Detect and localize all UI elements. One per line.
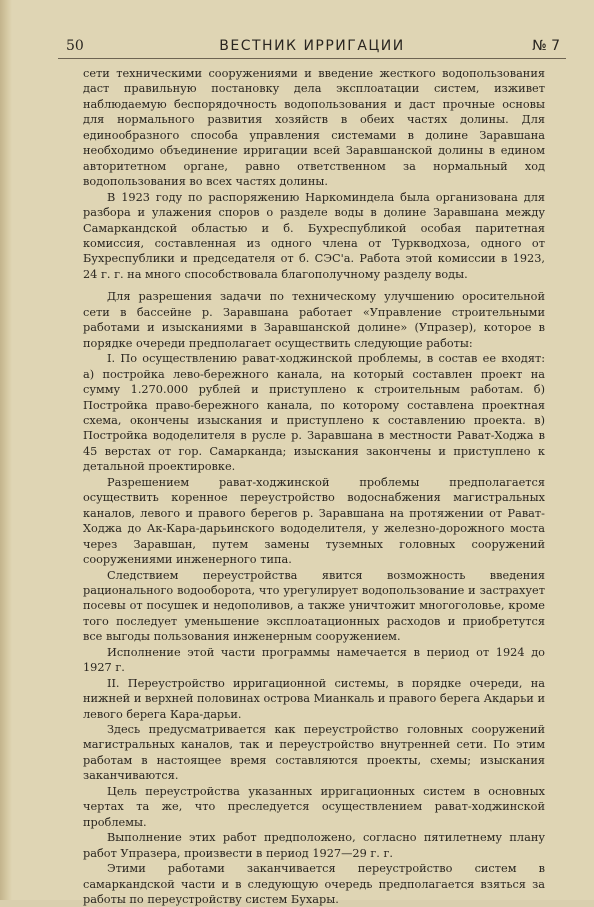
paragraph: Исполнение этой части программы намечается в период от 1924 до 1927 г.: [83, 645, 545, 675]
paragraph: Выполнение этих работ предположено, согласно пятилетнему плану работ Упразера, произвести в период 1927—29 г. г.: [83, 831, 545, 860]
journal-title: ВЕСТНИК ИРРИГАЦИИ: [219, 38, 405, 54]
article-body: [83, 66, 545, 907]
paragraph: Этими работами заканчивается переустройство систем в самаркандской части и в следующую очередь предполагается взяться за работы по переустройству систем Бухары.: [83, 862, 545, 907]
paragraph: сети техническими сооружениями и введение жесткого водопользования даст правильную постановку дела эксплоатации систем, изживет наблюдаемую беспорядочность водопользования и даст прочные основы для нормального развития хозяйств в обеих частях долины. Для единообразного способа управления системами в долине Заравшана необходимо объединение ирригации всей Заравшанской долины в едином авторитетном органе, равно ответственном за нормальный ход водопользования во всех частях долины.: [83, 67, 545, 189]
paragraph: Разрешением рават-ходжинской проблемы предполагается осуществить коренное переустройство водоснабжения магистральных каналов, левого и правого берегов р. Заравшана на протяжении от Рават-Ходжа до Ак-Кара-дарьинского вододелителя, у железно-дорожного моста через Заравшан, путем замены туземных головных сооружений сооружениями инженерного типа.: [83, 475, 545, 567]
page-number: 50: [66, 38, 84, 54]
paragraph: Цель переустройства указанных ирригационных систем в основных чертах та же, что преследуется осуществлением рават-ходжинской проблемы.: [83, 784, 545, 829]
paragraph: Здесь предусматривается как переустройство головных сооружений магистральных каналов, так и переустройство внутренней сети. По этим работам в настоящее время составляются проекты, схемы; изыскания заканчиваются.: [83, 723, 545, 783]
paragraph: II. Переустройство ирригационной системы, в порядке очереди, на нижней и верхней половинах острова Мианкаль и правого берега Акдарьи и левого берега Кара-дарьи.: [83, 676, 545, 721]
paragraph: Следствием переустройства явится возможность введения рационального водооборота, что урегулирует водопользование и застрахует посевы от посушек и недополивов, а также уничтожит многоголовье, кроме того последует уменьшение эксплоатационных расходов и приобретутся все выгоды пользования инженерным сооружением.: [83, 568, 545, 644]
page-edge-shadow: [0, 0, 12, 900]
running-header: [58, 36, 566, 59]
paragraph: I. По осуществлению рават-ходжинской проблемы, в состав ее входят: а) постройка лево-бережного канала, на который составлен проект на сумму 1.270.000 рублей и приступлено к строительным работам. б) Постройка право-бережного канала, по которому составлена проектная схема, окончены изыскания и приступлено к составлению проекта. в) Постройка вододелителя в русле р. Заравшана в местности Рават-Ходжа в 45 верстах от гор. Самарканда; изыскания закончены и приступлено к детальной проектировке.: [83, 352, 545, 474]
issue-number: № 7: [532, 38, 560, 54]
paragraph: Для разрешения задачи по техническому улучшению оросительной сети в бассейне р. Заравшана работает «Управление строительными работами и изысканиями в Заравшанской долине» (Упразер), которое в порядке очереди предполагает осуществить следующие работы:: [83, 290, 545, 350]
paragraph: В 1923 году по распоряжению Наркоминдела была организована для разбора и улажения споров о разделе воды в долине Заравшана между Самаркандской областью и б. Бухреспубликой особая паритетная комиссия, составленная из одного члена от Туркводхоза, одного от Бухреспублики и председателя от б. СЭС'а. Работа этой комиссии в 1923, 24 г. г. на много способствовала благополучному разделу воды.: [83, 190, 545, 281]
